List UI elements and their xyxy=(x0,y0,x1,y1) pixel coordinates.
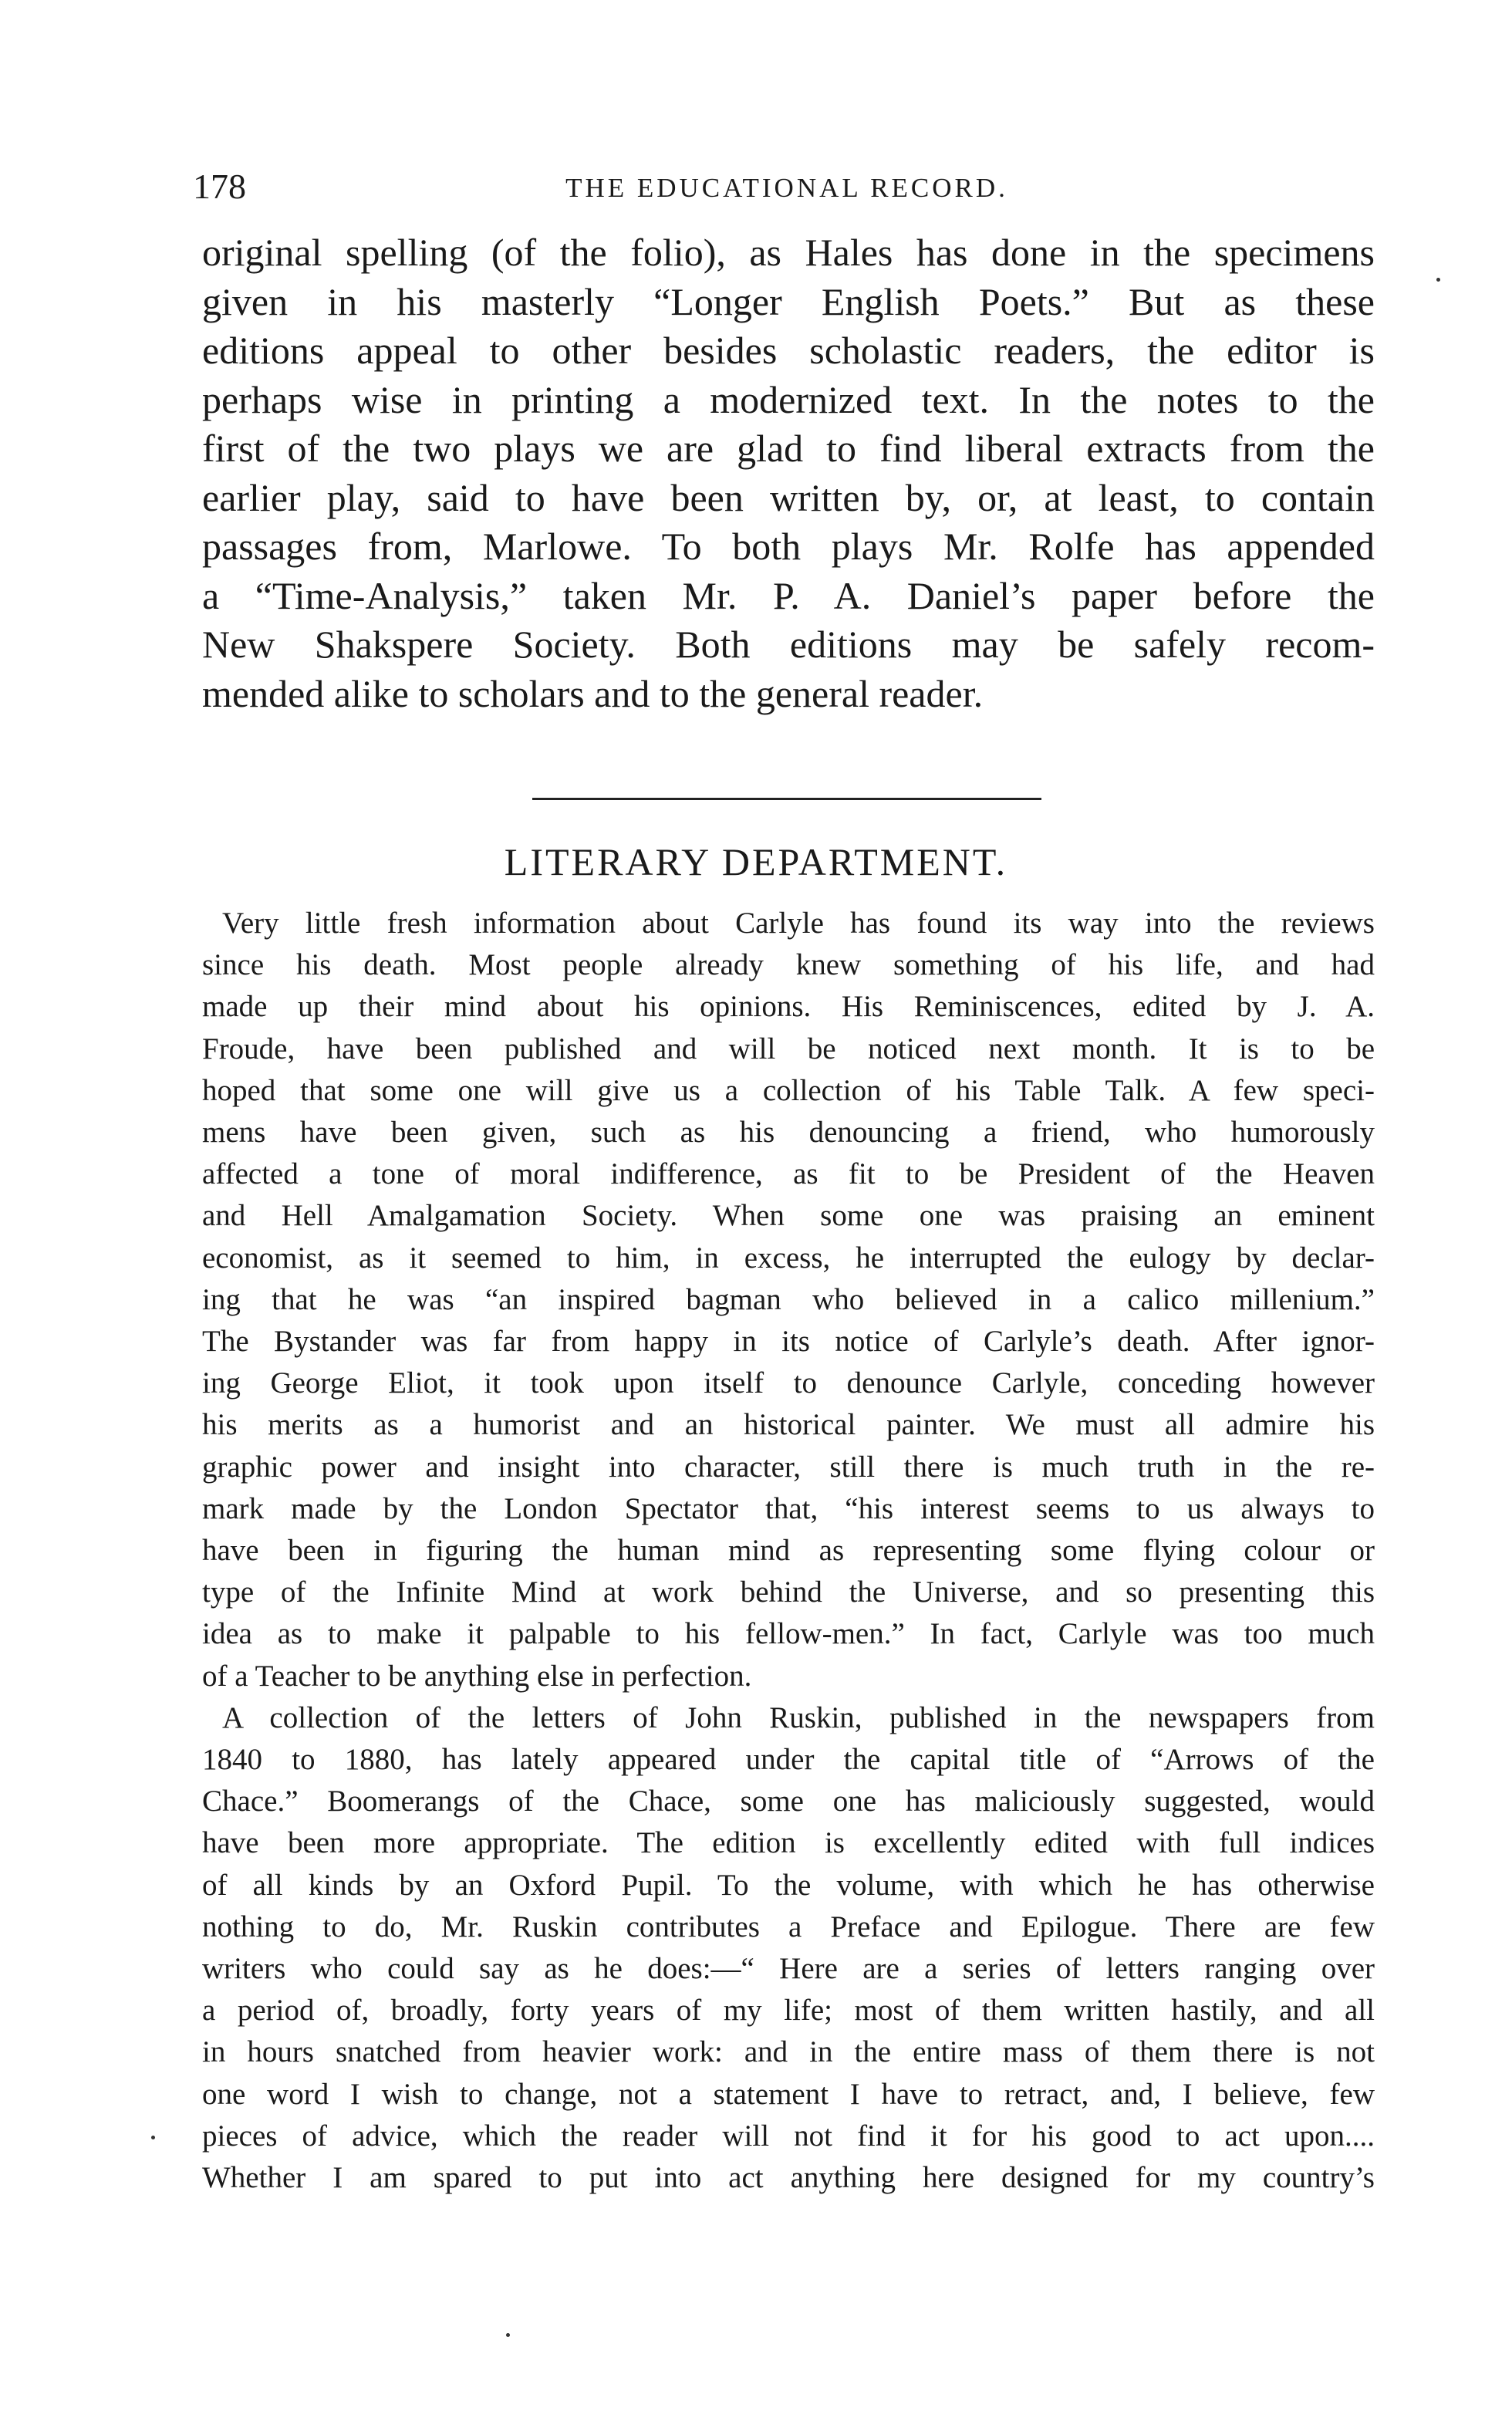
text-line: first of the two plays we are glad to find liberal extracts from the xyxy=(202,427,1375,470)
review-paragraph xyxy=(202,228,1375,718)
margin-mark xyxy=(1436,278,1440,282)
section-divider xyxy=(532,798,1041,800)
text-line: passages from, Marlowe. To both plays Mr. Rolfe has appended xyxy=(202,525,1375,568)
running-head xyxy=(193,164,1381,210)
text-line: of a Teacher to be anything else in perfection. xyxy=(202,1659,752,1693)
text-line: economist, as it seemed to him, in excess, he interrupted the eulogy by declar- xyxy=(202,1241,1375,1275)
text-line: and Hell Amalgamation Society. When some one was praising an eminent xyxy=(202,1199,1375,1233)
text-line: a period of, broadly, forty years of my life; most of them written hastily, and all xyxy=(202,1994,1375,2028)
text-line: made up their mind about his opinions. His Reminiscences, edited by J. A. xyxy=(202,990,1375,1024)
text-line: 1840 to 1880, has lately appeared under the capital title of “Arrows of the xyxy=(202,1743,1375,1777)
text-line: of all kinds by an Oxford Pupil. To the volume, with which he has otherwise xyxy=(202,1868,1375,1902)
text-line: nothing to do, Mr. Ruskin contributes a Preface and Epilogue. There are few xyxy=(202,1910,1375,1943)
text-line: earlier play, said to have been written by, or, at least, to contain xyxy=(202,475,1375,519)
text-line: hoped that some one will give us a collection of his Table Talk. A few speci- xyxy=(202,1073,1375,1107)
text-line: given in his masterly “Longer English Poets.” But as these xyxy=(202,279,1375,323)
text-line: mark made by the London Spectator that, “his interest seems to us always to xyxy=(202,1491,1375,1525)
text-line: ing George Eliot, it took upon itself to denounce Carlyle, conceding however xyxy=(202,1366,1375,1400)
text-line: Chace.” Boomerangs of the Chace, some one has maliciously suggested, would xyxy=(202,1785,1375,1818)
text-line: a “Time-Analysis,” taken Mr. P. A. Daniel’s paper before the xyxy=(202,573,1375,617)
text-line: editions appeal to other besides scholastic readers, the editor is xyxy=(202,329,1375,372)
text-line: ing that he was “an inspired bagman who believed in a calico millenium.” xyxy=(202,1282,1375,1316)
text-line: perhaps wise in printing a modernized text. In the notes to the xyxy=(202,377,1375,421)
text-line: mended alike to scholars and to the general reader. xyxy=(202,671,984,715)
text-line: since his death. Most people already knew something of his life, and had xyxy=(202,948,1375,982)
text-line: The Bystander was far from happy in its notice of Carlyle’s death. After ignor- xyxy=(202,1325,1375,1359)
text-line: writers who could say as he does:—“ Here are a series of letters ranging over xyxy=(202,1952,1375,1986)
margin-mark xyxy=(506,2333,510,2337)
text-line: mens have been given, such as his denouncing a friend, who humorously xyxy=(202,1116,1375,1150)
text-line: have been in figuring the human mind as representing some flying colour or xyxy=(202,1534,1375,1568)
text-line: New Shakspere Society. Both editions may be safely recom- xyxy=(202,623,1375,666)
text-line: in hours snatched from heavier work: and in the entire mass of them there is not xyxy=(202,2035,1375,2069)
section-heading: LITERARY DEPARTMENT. xyxy=(504,840,1008,883)
text-line: original spelling (of the folio), as Hales has done in the specimens xyxy=(202,231,1375,274)
text-line: affected a tone of moral indifference, as fit to be President of the Heaven xyxy=(202,1157,1375,1191)
text-line: Whether I am spared to put into act anything here designed for my country’s xyxy=(202,2161,1375,2195)
text-line: type of the Infinite Mind at work behind the Universe, and so presenting this xyxy=(202,1575,1375,1609)
text-line: have been more appropriate. The edition is excellently edited with full indices xyxy=(202,1826,1375,1860)
margin-mark xyxy=(151,2136,155,2139)
text-line: Froude, have been published and will be noticed next month. It is to be xyxy=(202,1032,1375,1065)
text-line: graphic power and insight into character, still there is much truth in the re- xyxy=(202,1450,1375,1484)
text-line: Very little fresh information about Carlyle has found its way into the reviews xyxy=(222,907,1375,940)
journal-title: THE EDUCATIONAL RECORD. xyxy=(565,173,1008,203)
text-line: one word I wish to change, not a statement I have to retract, and, I believe, few xyxy=(202,2077,1375,2111)
text-line: his merits as a humorist and an historical painter. We must all admire his xyxy=(202,1408,1375,1442)
text-line: pieces of advice, which the reader will not find it for his good to act upon.... xyxy=(202,2119,1375,2153)
text-line: A collection of the letters of John Ruskin, published in the newspapers from xyxy=(222,1700,1375,1734)
literary-department-body xyxy=(202,903,1375,2199)
text-line: idea as to make it palpable to his fellow-men.” In fact, Carlyle was too much xyxy=(202,1617,1375,1651)
page-number: 178 xyxy=(193,167,246,206)
